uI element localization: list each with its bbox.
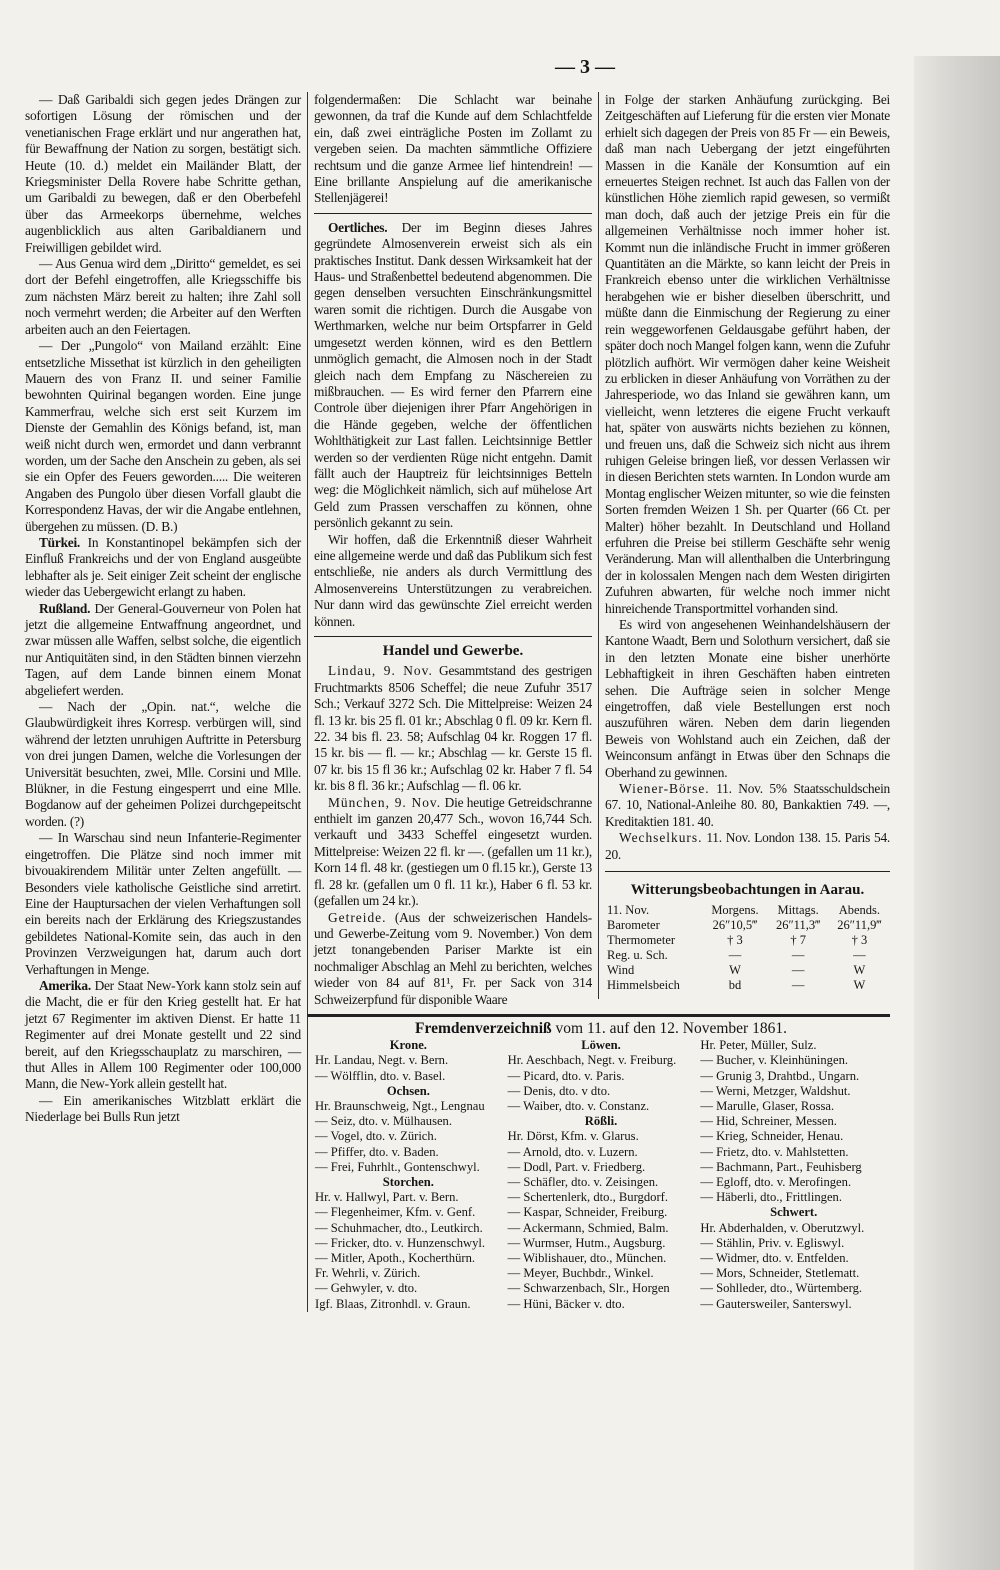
- weather-cell: Thermometer: [607, 932, 676, 947]
- weather-header-cell: Abends.: [838, 902, 881, 917]
- guest-entry: Hr. Braunschweig, Ngt., Lengnau: [315, 1098, 485, 1113]
- article-oertliches: [314, 220, 592, 532]
- article-genua: — Aus Genua wird dem „Diritto“ gemeldet, es sei dort der Befehl eingetroffen, alle Kriegsschiffe bis zum nächsten März bereit zu halten; ihre Zahl soll noch vermehrt werden; die Arbeiter auf den Werften arbeiten auch an den Feiertagen.: [25, 256, 301, 337]
- guest-entry: — Bachmann, Part., Feuhisberg: [700, 1159, 862, 1174]
- weather-cell: —: [728, 947, 742, 962]
- article-pungolo: — Der „Pungolo“ von Mailand erzählt: Eine entsetzliche Missethat ist kürzlich in den geheiligten Mauern des von Franz II. und seiner Familie bewohnten Quirinal begangen worden. Eine junge Kammerfrau, welche sich erst seit Kurzem im Dienste der Gemahlin des Königs befand, ist, man weiß nicht durch wen, ermordet und dann verbrannt worden, um der Sache den Anschein zu geben, als sei sie ein Opfer des Feuers geworden..... Die weiteren Angaben des Pungolo über diesen Vorfall glaubt die Korrespondenz Havas, der wir die Angabe entlehnen, übergehen zu müssen. (D. B.): [25, 338, 301, 534]
- weather-row: [605, 978, 890, 993]
- inn-name: Rößli.: [584, 1114, 618, 1129]
- inn-name: Schwert.: [770, 1205, 818, 1220]
- report-text: Die heutige Getreidschranne enthielt im ganzen 20,477 Sch., wovon 16,744 Sch. verkauft und 3433 Scheffel eingesetzt wurden. Mittelpreise: Weizen 22 fl. kr —. (gefallen um 11 kr.), Korn 14 fl. 48 kr. (gestiegen um 0 fl.15 kr.), Gerste 13 fl. 28 kr. (gefallen um 0 fl. 11 kr.), Haber 6 fl. 53 kr. (gefallen um 24 kr.).: [314, 794, 593, 909]
- register-column: [312, 1038, 505, 1312]
- weather-header-row: [605, 903, 890, 918]
- weather-cell: W: [853, 962, 866, 977]
- section-heading-amerika: Amerika.: [39, 977, 91, 993]
- report-lindau: [314, 663, 592, 794]
- report-heading: Getreide.: [328, 909, 387, 925]
- guest-entry: — Frei, Fuhrhlt., Gontenschwyl.: [315, 1159, 480, 1174]
- guest-entry: — Sohlleder, dto., Würtemberg.: [700, 1281, 863, 1296]
- weather-cell: —: [791, 962, 805, 977]
- column-2: [307, 92, 598, 1014]
- guest-entry: Fr. Wehrli, v. Zürich.: [315, 1266, 421, 1281]
- column-3: [598, 92, 890, 999]
- guest-entry: — Bucher, v. Kleinhüningen.: [700, 1053, 849, 1068]
- newspaper-page: [25, 92, 910, 1312]
- guest-entry: Hr. Aeschbach, Negt. v. Freiburg.: [507, 1053, 677, 1068]
- guest-entry: Hr. Dörst, Kfm. v. Glarus.: [507, 1129, 639, 1144]
- report-text: 11. Nov. 5% Staatsschuldschein 67. 10, National-Anleihe 80. 80, Bankaktien 749. —, Kreditaktien 181. 40.: [605, 781, 890, 829]
- weather-cell: Wind: [607, 962, 635, 977]
- weather-cell: bd: [728, 977, 742, 992]
- report-heading: Lindau, 9. Nov.: [328, 663, 433, 679]
- guest-entry: — Picard, dto. v. Paris.: [507, 1068, 625, 1083]
- guest-entry: — Denis, dto. v dto.: [507, 1083, 611, 1098]
- article-weinhandel: Es wird von angesehenen Weinhandelshäusern der Kantone Waadt, Bern und Solothurn versichert, daß sie in den letzten Monate eine bisher unerhörte Lebhaftigkeit in ihren Geschäften haben eintreten sehen. Die Aufträge seien in solcher Menge eingetroffen, daß viele Bestellungen erst noch auszuführen wären. Neben dem darin liegenden Beweis von Wohlstand auch ein Zeichen, daß der Weinconsum anfängt in Etwas über den Schnaps die Oberhand zu gewinnen.: [605, 617, 890, 780]
- weather-header-cell: Mittags.: [777, 902, 819, 917]
- register-column: [505, 1038, 698, 1312]
- guest-entry: — Arnold, dto. v. Luzern.: [507, 1144, 638, 1159]
- register-title-bold: Fremdenverzeichniß: [415, 1019, 552, 1037]
- report-getreide-continuation: in Folge der starken Anhäufung zurückging. Bei Zeitgeschäften auf Lieferung für die ersten vier Monate erhielt sich dagegen der Preis von 85 Fr — ein Beweis, daß man nach Uebergang der jetzt eingeführten Massen in die Kanäle der Konsumtion auf ein erneuertes Steigen rechnet. Ist auch das Fallen von der künstlichen Höhe ziemlich rapid gewesen, so vermißt man doch, daß auch der jetzige Preis ein für die allgemeinen Verhältnisse noch immer hoher ist. Kommt nun die inländische Frucht in immer größeren Quantitäten an die Märkte, so kann leicht der Preis in Frankreich ebenso unter die wirklichen Verhältnisse herabgehen wie er bisher dieselben überschritt, und müßte dann die Einmischung der Regierung zu einer rein weggeworfenen Geldausgabe geführt haben, der später doch noch Mangel folgen kann, wenn die Zufuhr plötzlich aufhört. Wir vermögen daher keine Weisheit zu erblicken in dieser Anhäufung von Vorräthen zu der Jahresperiode, wo das Inland sie gewähren kann, um vielleicht, wenn letzteres die eigene Frucht verkauft hat, später von auswärts nichts beziehen zu können, und freuen uns, daß die Schweiz sich nicht aus ihrem ruhigen Geleise bringen ließ, vor dessen Verlassen wir in diesen Berichten stets warnten. In London wurde am Montag englischer Weizen mitunter, so wie die feinsten Sorten fremden Weizen 1 Sh. per Quarter (66 Ct. per Malter) höher bezahlt. In Deutschland und Holland erfuhren die Preise bei stillerm Geschäfte sehr wenig Veränderung. Man will allenthalben die Unterbringung der in kolossalen Mengen nach dem Westen dirigirten Zufuhren abwarten, für welche noch immer nicht hinreichende Transportmittel vorhanden sind.: [605, 92, 890, 616]
- weather-cell: —: [791, 977, 805, 992]
- guest-entry: — Flegenheimer, Kfm. v. Genf.: [315, 1205, 476, 1220]
- weather-cell: 26″11,9‴: [837, 917, 882, 932]
- weather-cell: W: [853, 977, 866, 992]
- weather-row: [605, 933, 890, 948]
- article-amerika: [25, 978, 301, 1093]
- divider: [314, 213, 592, 214]
- guest-entry: — Wiblishauer, dto., München.: [507, 1250, 667, 1265]
- guest-entry: Hr. Abderhalden, v. Oberutzwyl.: [700, 1220, 865, 1235]
- guest-entry: Igf. Blaas, Zitronhdl. v. Graun.: [315, 1296, 471, 1311]
- inn-name: Krone.: [389, 1038, 427, 1053]
- article-text: Der General-Gouverneur von Polen hat jetzt die allgemeine Entwaffnung angeordnet, und zwar müssen alle Waffen, selbst solche, die eigentlich nur Antiquitäten sind, in den Städten binnen vierzehn Tagen, auf dem Lande binnen einem Monat abgeliefert werden.: [25, 600, 301, 698]
- guest-entry: — Krieg, Schneider, Henau.: [700, 1129, 844, 1144]
- register-title: [312, 1021, 890, 1036]
- article-text: Der Staat New-York kann stolz sein auf die Macht, die er für den Krieg gestellt hat. Er hat jetzt 67 Regimenter im aktiven Dienst. Er hatte 11 Regimenter auf drei Monate gestellt und 22 sind bereit, auf den Kriegsschauplatz zu marschiren, — thut Alles in Allem 100 Regimenter oder 100,000 Mann, die New-York allein gestellt hat.: [25, 977, 301, 1092]
- guest-entry: — Schuhmacher, dto., Leutkirch.: [315, 1220, 483, 1235]
- guest-entry: — Wölfflin, dto. v. Basel.: [315, 1068, 446, 1083]
- guest-entry: — Mitler, Apoth., Kocherthürn.: [315, 1250, 476, 1265]
- guest-entry: — Pfiffer, dto. v. Baden.: [315, 1144, 439, 1159]
- weather-table: [605, 903, 890, 993]
- weather-row: [605, 948, 890, 963]
- guest-entry: Hr. v. Hallwyl, Part. v. Bern.: [315, 1190, 459, 1205]
- guest-entry: — Seiz, dto. v. Mülhausen.: [315, 1114, 452, 1129]
- guest-entry: — Hüni, Bäcker v. dto.: [507, 1296, 625, 1311]
- section-title-handel: Handel und Gewerbe.: [382, 643, 524, 659]
- guest-entry: — Mors, Schneider, Stetlematt.: [700, 1266, 860, 1281]
- guest-entry: — Meyer, Buchbdr., Winkel.: [507, 1266, 654, 1281]
- weather-row: [605, 963, 890, 978]
- guest-entry: — Gautersweiler, Santerswyl.: [700, 1296, 852, 1311]
- section-heading-turkei: Türkei.: [39, 534, 81, 550]
- article-russland: [25, 601, 301, 699]
- register-columns: [312, 1038, 890, 1312]
- register-title-date: vom 11. auf den 12. November 1861.: [555, 1019, 787, 1037]
- report-heading: Wiener-Börse.: [619, 781, 710, 797]
- inn-name: Storchen.: [382, 1174, 434, 1189]
- report-heading: München, 9. Nov.: [328, 794, 442, 810]
- article-witzblatt: — Ein amerikanisches Witzblatt erklärt die Niederlage bei Bulls Run jetzt: [25, 1092, 301, 1125]
- guest-entry: — Schäfler, dto. v. Zeisingen.: [507, 1174, 659, 1189]
- report-text: (Aus der schweizerischen Handels- und Gewerbe-Zeitung vom 9. November.) Von dem jetzt tonangebenden Pariser Markte ist ein nochmaliger Abschlag an Mehl zu berichten, welches wieder von 84 auf 81¹, Fr. per Sack von 314 Schweizerpfund für disponible Waare: [314, 909, 592, 1007]
- guest-entry: — Stählin, Priv. v. Egliswyl.: [700, 1235, 845, 1250]
- guest-entry: Hr. Peter, Müller, Sulz.: [700, 1038, 817, 1053]
- guest-entry: — Grunig 3, Drahtbd., Ungarn.: [700, 1068, 860, 1083]
- weather-title: Witterungsbeobachtungen in Aarau.: [630, 882, 865, 899]
- guest-register: [307, 1014, 890, 1312]
- guest-entry: — Ackermann, Schmied, Balm.: [507, 1220, 669, 1235]
- weather-header-cell: Morgens.: [711, 902, 759, 917]
- guest-entry: — Dodl, Part. v. Friedberg.: [507, 1159, 646, 1174]
- article-opinion: — Nach der „Opin. nat.“, welche die Glaubwürdigkeit ihres Korresp. verbürgen will, sind während der letzten unruhigen Auftritte in Petersburg von drei jungen Damen, welche die Vorlesungen der Universität besuchten, zwei, Mlle. Corsini und Mlle. Blükner, in die Festung eingesperrt und eine Mlle. Bogdanow auf der geheimen Polizei durchgepeitscht worden. (?): [25, 699, 301, 829]
- article-turkei: [25, 535, 301, 601]
- section-heading-oertliches: Oertliches.: [328, 219, 388, 235]
- guest-entry: — Marulle, Glaser, Rossa.: [700, 1098, 835, 1113]
- report-muenchen: [314, 795, 592, 910]
- divider: [605, 871, 890, 872]
- guest-entry: — Häberli, dto., Frittlingen.: [700, 1190, 843, 1205]
- page-edge: [914, 56, 1000, 1570]
- report-text: Gesammtstand des gestrigen Fruchtmarkts 8506 Scheffel; die neue Zufuhr 3517 Sch.; Verkauf 3272 Sch. Die Mittelpreise: Weizen 24 fl. 13 kr. bis 25 fl. 01 kr.; Abschlag 0 fl. 09 kr. Kern fl. 22. 34 bis fl. 23. 58; Aufschlag 04 kr. Roggen 17 fl. 15 kr. bis — fl. — kr.; Abschlag — kr. Gerste 15 fl. 07 kr. bis 15 fl 36 kr.; Aufschlag 02 kr. Haber 7 fl. 54 kr. bis 8 fl. 36 kr.; Aufschlag — fl. 06 kr.: [314, 663, 593, 794]
- guest-entry: — Werni, Metzger, Waldshut.: [700, 1083, 851, 1098]
- report-wechselkurs: [605, 830, 890, 863]
- report-wiener-boerse: [605, 781, 890, 830]
- guest-entry: — Frietz, dto. v. Mahlstetten.: [700, 1144, 849, 1159]
- report-text: 11. Nov. London 138. 15. Paris 54. 20.: [605, 830, 890, 862]
- weather-cell: Barometer: [607, 917, 660, 932]
- guest-entry: — Schertenlerk, dto., Burgdorf.: [507, 1190, 668, 1205]
- weather-header-cell: 11. Nov.: [607, 902, 650, 917]
- weather-cell: † 7: [790, 932, 806, 947]
- guest-entry: — Schwarzenbach, Slr., Horgen: [507, 1281, 670, 1296]
- weather-cell: 26″10,5‴: [712, 917, 758, 932]
- page-number: — 3 —: [555, 56, 615, 78]
- weather-row: [605, 918, 890, 933]
- inn-name: Ochsen.: [386, 1083, 430, 1098]
- weather-cell: —: [853, 947, 866, 962]
- divider: [314, 636, 592, 637]
- guest-entry: — Kaspar, Schneider, Freiburg.: [507, 1205, 668, 1220]
- guest-entry: — Widmer, dto. v. Entfelden.: [700, 1250, 849, 1265]
- guest-entry: — Fricker, dto. v. Hunzenschwyl.: [315, 1235, 486, 1250]
- guest-entry: — Wurmser, Hutm., Augsburg.: [507, 1235, 666, 1250]
- weather-cell: Reg. u. Sch.: [607, 947, 668, 962]
- article-continuation: folgendermaßen: Die Schlacht war beinahe gewonnen, da traf die Kunde auf dem Schlachtfelde ein, daß zwei einträgliche Posten im Zollamt zu vergeben seien. Da machten sämmtliche Offiziere rechtsum und die ganze Armee lief hintendrein! — Eine brillante Anspielung auf die amerikanische Stellenjägerei!: [314, 92, 592, 206]
- article-text: In Konstantinopel bekämpfen sich der Einfluß Frankreichs und der von England ausgeübte lebhafter als je. Seit einiger Zeit scheint der englische wieder das Uebergewicht erlangt zu haben.: [25, 534, 301, 600]
- weather-cell: 26″11,3‴: [775, 917, 821, 932]
- guest-entry: — Waiber, dto. v. Constanz.: [507, 1098, 650, 1113]
- guest-entry: — Hid, Schreiner, Messen.: [700, 1114, 837, 1129]
- weather-cell: † 3: [727, 932, 743, 947]
- guest-entry: — Egloff, dto. v. Merofingen.: [700, 1174, 852, 1189]
- section-heading-russland: Rußland.: [39, 600, 91, 616]
- report-heading: Wechselkurs.: [619, 830, 703, 846]
- guest-entry: — Vogel, dto. v. Zürich.: [315, 1129, 437, 1144]
- weather-cell: W: [729, 962, 741, 977]
- inn-name: Löwen.: [581, 1038, 621, 1053]
- weather-cell: Himmelsbeich: [607, 977, 680, 992]
- weather-cell: † 3: [851, 932, 868, 947]
- article-garibaldi: — Daß Garibaldi sich gegen jedes Drängen zur sofortigen Lösung der römischen und der venetianischen Frage erklärt und nur angerathen hat, für Bewaffnung der Nation zu sorgen, bestätigt sich. Heute (10. d.) meldet ein Mailänder Blatt, der Kriegsminister Della Rovere habe Schritte gethan, um Garibaldi zu bewegen, daß er den Oberbefehl über das Armeekorps übernehme, welches augenblicklich aus alten Garibaldianern und Freiwilligen gebildet wird.: [25, 92, 301, 255]
- guest-entry: — Gehwyler, v. dto.: [315, 1281, 418, 1296]
- article-warschau: — In Warschau sind neun Infanterie-Regimenter eingetroffen. Die Plätze sind noch immer mit bivouakirendem Militär unter Zelten angefüllt. — Besonders viele katholische Geistliche sind arretirt. Eine der Hauptursachen der vielen Verhaftungen soll ein bereits nach der Erklärung des Kriegszustandes gebildetes National-Komite sein, das auch in den Provinzen Verzweigungen hat, darum auch dort Verhaftungen in Menge.: [25, 830, 301, 977]
- register-column: [697, 1038, 890, 1312]
- guest-entry: Hr. Landau, Negt. v. Bern.: [315, 1053, 449, 1068]
- weather-cell: —: [791, 947, 805, 962]
- column-1: [25, 92, 307, 1126]
- article-almosenverein: Wir hoffen, daß die Erkenntniß dieser Wahrheit eine allgemeine werde und daß das Publikum sich fest entschließe, nie anders als durch Vermittlung des Almosenvereins Unterstützungen zu verabreichen. Nur dann wird das gewünschte Ziel erreicht werden können.: [314, 531, 592, 629]
- report-getreide: [314, 910, 592, 1008]
- article-text: Der im Beginn dieses Jahres gegründete Almosenverein erweist sich als ein praktisches Institut. Dank dessen Wirksamkeit hat der Haus- und Straßenbettel bedeutend abgenommen. Die gegen denselben versuchten Einschränkungsmittel waren somit die richtigen. Durch die Ausgabe von Werthmarken, welche nur beim Ortspfarrer in Geld umgesetzt werden können, wird es den Bettlern unmöglich gemacht, die Almosen noch in der Stadt gleich nach dem Empfang zu Näschereien zu mißbrauchen. — Es wird ferner den Pfarrern eine Controle über diejenigen ihrer Pfarr Angehörigen in die Hände gegeben, welche der öffentlichen Wohlthätigkeit zur Last fallen. Leichtsinnige Bettler werden so der verdienten Rüge nicht entgehn. Damit fällt auch der Hauptreiz für leichtsinniges Betteln weg: die Möglichkeit nämlich, sich auf mühelose Art Geld zum Prassen verschaffen zu können, ohne persönlich gekannt zu sein.: [314, 219, 592, 531]
